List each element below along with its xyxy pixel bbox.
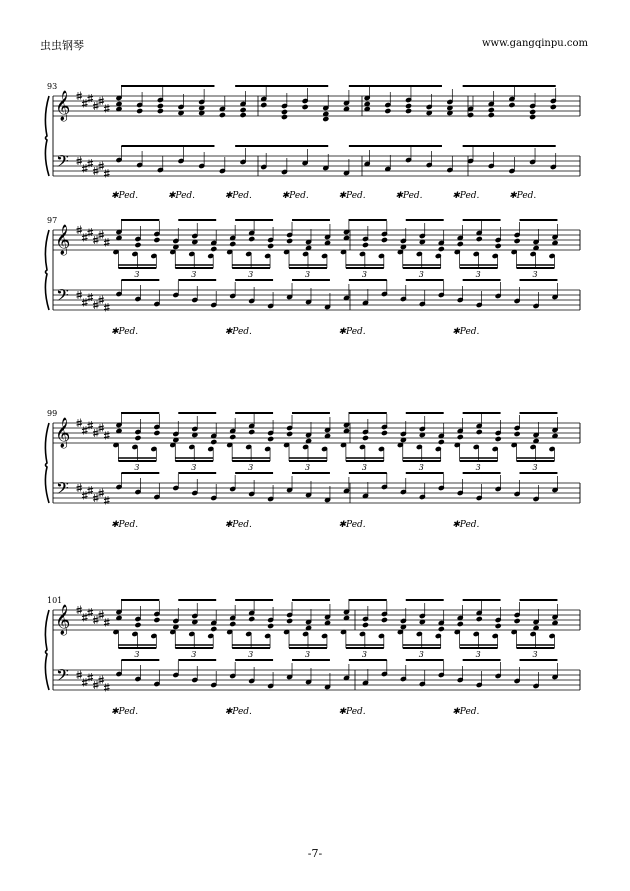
- sharp-bar: [88, 676, 94, 677]
- triplet-mark: 3: [418, 650, 424, 659]
- treble-note-head: [381, 617, 387, 622]
- staff: [53, 290, 580, 310]
- sharp-bar: [77, 489, 83, 490]
- pedal-mark: ✱Ped.: [111, 327, 139, 337]
- treble-note-head: [157, 108, 163, 113]
- sharp-bar: [93, 238, 99, 239]
- sharp-bar: [104, 175, 110, 176]
- treble-note-head: [405, 103, 411, 108]
- sharp-bar: [93, 686, 99, 687]
- sharp-bar: [77, 676, 83, 677]
- brace: [45, 610, 49, 690]
- treble-note-head: [154, 430, 160, 435]
- sharp-bar: [88, 231, 94, 232]
- treble-note-head: [230, 241, 236, 246]
- treble-note-head: [211, 246, 217, 251]
- sharp-bar: [93, 683, 99, 684]
- triplet-mark: 3: [532, 650, 538, 659]
- sharp-bar: [82, 681, 88, 682]
- sharp-bar: [99, 616, 105, 617]
- bass-clef-icon: 𝄢: [56, 285, 69, 309]
- treble-clef-icon: 𝄞: [55, 605, 71, 635]
- sharp-bar: [93, 169, 99, 170]
- triplet-mark: 3: [191, 270, 197, 279]
- sharp-bar: [99, 678, 105, 679]
- treble-note-head: [135, 242, 141, 247]
- triplet-mark: 3: [361, 463, 367, 472]
- sharp-bar: [104, 110, 110, 111]
- sharp-bar: [93, 172, 99, 173]
- sharp-bar: [93, 499, 99, 500]
- sharp-bar: [104, 172, 110, 173]
- treble-note-head: [405, 108, 411, 113]
- treble-note-head: [438, 246, 444, 251]
- sharp-bar: [88, 489, 94, 490]
- pedal-mark: ✱Ped.: [224, 520, 252, 530]
- sharp-bar: [82, 497, 88, 498]
- sharp-bar: [77, 159, 83, 160]
- sharp-bar: [77, 421, 83, 422]
- pedal-mark: ✱Ped.: [224, 191, 252, 201]
- triplet-mark: 3: [191, 463, 197, 472]
- sharp-bar: [93, 104, 99, 105]
- pedal-mark: ✱Ped.: [338, 191, 366, 201]
- sharp-bar: [93, 107, 99, 108]
- sharp-bar: [104, 309, 110, 310]
- treble-note-head: [362, 435, 368, 440]
- sharp-bar: [88, 424, 94, 425]
- triplet-mark: 3: [475, 270, 481, 279]
- triplet-mark: 3: [361, 270, 367, 279]
- treble-note-head: [381, 430, 387, 435]
- triplet-mark: 3: [304, 463, 311, 472]
- sharp-bar: [82, 170, 88, 171]
- treble-clef-icon: 𝄞: [55, 225, 71, 255]
- pedal-mark: ✱Ped.: [338, 327, 366, 337]
- sharp-bar: [93, 303, 99, 304]
- staff: [53, 96, 580, 116]
- treble-note-head: [467, 112, 473, 117]
- treble-note-head: [268, 243, 274, 248]
- sharp-bar: [104, 437, 110, 438]
- page-number: -7-: [307, 847, 323, 860]
- sharp-bar: [82, 494, 88, 495]
- triplet-mark: 3: [304, 650, 311, 659]
- treble-note-head: [287, 618, 293, 623]
- sharp-bar: [77, 97, 83, 98]
- sharp-bar: [99, 233, 105, 234]
- sharp-bar: [77, 231, 83, 232]
- triplet-mark: 3: [361, 650, 367, 659]
- treble-note-head: [381, 237, 387, 242]
- brace: [45, 423, 49, 503]
- treble-note-head: [137, 108, 143, 113]
- sharp-bar: [77, 486, 83, 487]
- triplet-mark: 3: [248, 650, 254, 659]
- sharp-bar: [104, 499, 110, 500]
- treble-note-head: [268, 436, 274, 441]
- sharp-bar: [99, 236, 105, 237]
- treble-note-head: [550, 104, 556, 109]
- treble-note-head: [514, 238, 520, 243]
- sharp-bar: [88, 97, 94, 98]
- sharp-bar: [88, 427, 94, 428]
- sharp-bar: [99, 491, 105, 492]
- pedal-mark: ✱Ped.: [111, 191, 139, 201]
- sharp-bar: [88, 679, 94, 680]
- sharp-bar: [104, 244, 110, 245]
- triplet-mark: 3: [418, 463, 424, 472]
- treble-note-head: [514, 431, 520, 436]
- sharp-bar: [88, 162, 94, 163]
- treble-note-head: [287, 431, 293, 436]
- sharp-bar: [82, 304, 88, 305]
- sharp-bar: [82, 616, 88, 617]
- sharp-bar: [93, 496, 99, 497]
- sharp-bar: [104, 306, 110, 307]
- sharp-bar: [77, 611, 83, 612]
- treble-note-head: [438, 439, 444, 444]
- measure-number: 97: [47, 216, 58, 225]
- staff: [53, 670, 580, 690]
- treble-note-head: [495, 436, 501, 441]
- sharp-bar: [104, 241, 110, 242]
- sharp-bar: [99, 494, 105, 495]
- triplet-mark: 3: [418, 270, 424, 279]
- site-url[interactable]: www.gangqinpu.com: [481, 38, 588, 49]
- pedal-mark: ✱Ped.: [167, 191, 196, 201]
- treble-note-head: [230, 434, 236, 439]
- treble-note-head: [495, 623, 501, 628]
- bass-clef-icon: 𝄢: [56, 151, 69, 175]
- sharp-bar: [88, 296, 94, 297]
- triplet-mark: 3: [304, 270, 311, 279]
- treble-note-head: [261, 102, 267, 107]
- treble-note-head: [362, 622, 368, 627]
- triplet-mark: 3: [134, 650, 140, 659]
- treble-clef-icon: 𝄞: [55, 418, 71, 448]
- pedal-mark: ✱Ped.: [452, 520, 480, 530]
- sharp-bar: [82, 105, 88, 106]
- sharp-bar: [93, 621, 99, 622]
- bass-clef-icon: 𝄢: [56, 478, 69, 502]
- treble-note-head: [157, 103, 163, 108]
- treble-note-head: [457, 434, 463, 439]
- treble-note-head: [438, 626, 444, 631]
- treble-note-head: [135, 435, 141, 440]
- treble-note-head: [323, 116, 329, 121]
- treble-note-head: [495, 243, 501, 248]
- treble-note-head: [154, 617, 160, 622]
- system-1: [45, 82, 580, 201]
- sharp-bar: [82, 236, 88, 237]
- treble-note-head: [281, 114, 287, 119]
- triplet-mark: 3: [532, 270, 538, 279]
- sharp-bar: [88, 611, 94, 612]
- measure-number: 101: [47, 596, 63, 605]
- treble-note-head: [219, 112, 225, 117]
- triplet-mark: 3: [475, 650, 481, 659]
- sharp-bar: [99, 99, 105, 100]
- sharp-bar: [82, 239, 88, 240]
- sharp-bar: [93, 618, 99, 619]
- sharp-bar: [93, 434, 99, 435]
- treble-note-head: [488, 107, 494, 112]
- treble-note-head: [302, 104, 308, 109]
- sharp-bar: [88, 492, 94, 493]
- sharp-bar: [82, 432, 88, 433]
- system-3: [45, 409, 580, 530]
- sharp-bar: [82, 684, 88, 685]
- sharp-bar: [99, 298, 105, 299]
- treble-note-head: [362, 242, 368, 247]
- pedal-mark: ✱Ped.: [338, 520, 366, 530]
- pedal-mark: ✱Ped.: [111, 520, 139, 530]
- sharp-bar: [77, 424, 83, 425]
- sharp-bar: [77, 162, 83, 163]
- treble-note-head: [457, 621, 463, 626]
- pedal-mark: ✱Ped.: [338, 707, 366, 717]
- triplet-mark: 3: [248, 463, 254, 472]
- sharp-bar: [99, 167, 105, 168]
- triplet-mark: 3: [134, 270, 140, 279]
- brace: [45, 230, 49, 310]
- sharp-bar: [104, 621, 110, 622]
- pedal-mark: ✱Ped.: [509, 191, 537, 201]
- brace: [45, 96, 49, 176]
- sharp-bar: [88, 100, 94, 101]
- sharp-bar: [82, 619, 88, 620]
- treble-note-head: [457, 241, 463, 246]
- treble-note-head: [476, 616, 482, 621]
- treble-note-head: [488, 112, 494, 117]
- sharp-bar: [104, 502, 110, 503]
- treble-note-head: [281, 109, 287, 114]
- sharp-bar: [104, 624, 110, 625]
- pedal-mark: ✱Ped.: [111, 707, 139, 717]
- sharp-bar: [104, 434, 110, 435]
- sharp-bar: [99, 613, 105, 614]
- score-layer: [45, 82, 580, 717]
- treble-note-head: [211, 439, 217, 444]
- staff: [53, 483, 580, 503]
- triplet-mark: 3: [532, 463, 538, 472]
- sharp-bar: [77, 673, 83, 674]
- sharp-bar: [88, 614, 94, 615]
- triplet-mark: 3: [475, 463, 481, 472]
- sharp-bar: [82, 301, 88, 302]
- pedal-mark: ✱Ped.: [452, 191, 480, 201]
- sharp-bar: [88, 234, 94, 235]
- triplet-mark: 3: [134, 463, 140, 472]
- sharp-bar: [88, 165, 94, 166]
- sharp-bar: [99, 301, 105, 302]
- sharp-bar: [77, 608, 83, 609]
- pedal-mark: ✱Ped.: [224, 707, 252, 717]
- sharp-bar: [77, 296, 83, 297]
- treble-note-head: [249, 616, 255, 621]
- site-name: 虫虫钢琴: [40, 39, 84, 52]
- bass-clef-icon: 𝄢: [56, 665, 69, 689]
- treble-note-head: [530, 114, 536, 119]
- treble-note-head: [514, 618, 520, 623]
- sharp-bar: [104, 689, 110, 690]
- sharp-bar: [77, 228, 83, 229]
- treble-note-head: [509, 102, 515, 107]
- treble-note-head: [135, 622, 141, 627]
- treble-note-head: [154, 237, 160, 242]
- sharp-bar: [82, 102, 88, 103]
- treble-note-head: [240, 112, 246, 117]
- sharp-bar: [82, 167, 88, 168]
- measure-number: 99: [47, 409, 58, 418]
- treble-note-head: [230, 621, 236, 626]
- treble-note-head: [240, 107, 246, 112]
- sharp-bar: [93, 431, 99, 432]
- sharp-bar: [104, 107, 110, 108]
- sharp-bar: [99, 426, 105, 427]
- system-2: [45, 216, 580, 337]
- sharp-bar: [99, 164, 105, 165]
- treble-note-head: [268, 623, 274, 628]
- treble-note-head: [476, 429, 482, 434]
- measure-number: 93: [47, 82, 58, 91]
- pedal-mark: ✱Ped.: [395, 191, 423, 201]
- sharp-bar: [99, 429, 105, 430]
- pedal-mark: ✱Ped.: [281, 191, 309, 201]
- sharp-bar: [88, 299, 94, 300]
- sharp-bar: [99, 102, 105, 103]
- system-4: [45, 596, 580, 717]
- sharp-bar: [93, 241, 99, 242]
- pedal-mark: ✱Ped.: [224, 327, 252, 337]
- sharp-bar: [93, 306, 99, 307]
- sharp-bar: [99, 681, 105, 682]
- pedal-mark: ✱Ped.: [452, 327, 480, 337]
- sharp-bar: [77, 293, 83, 294]
- treble-note-head: [287, 238, 293, 243]
- triplet-mark: 3: [191, 650, 197, 659]
- treble-note-head: [211, 626, 217, 631]
- triplet-mark: 3: [248, 270, 254, 279]
- treble-clef-icon: 𝄞: [55, 91, 71, 121]
- pedal-mark: ✱Ped.: [452, 707, 480, 717]
- treble-note-head: [476, 236, 482, 241]
- treble-note-head: [249, 429, 255, 434]
- treble-note-head: [249, 236, 255, 241]
- treble-note-head: [530, 109, 536, 114]
- sharp-bar: [77, 94, 83, 95]
- treble-note-head: [385, 108, 391, 113]
- sharp-bar: [82, 429, 88, 430]
- sharp-bar: [104, 686, 110, 687]
- staff: [53, 156, 580, 176]
